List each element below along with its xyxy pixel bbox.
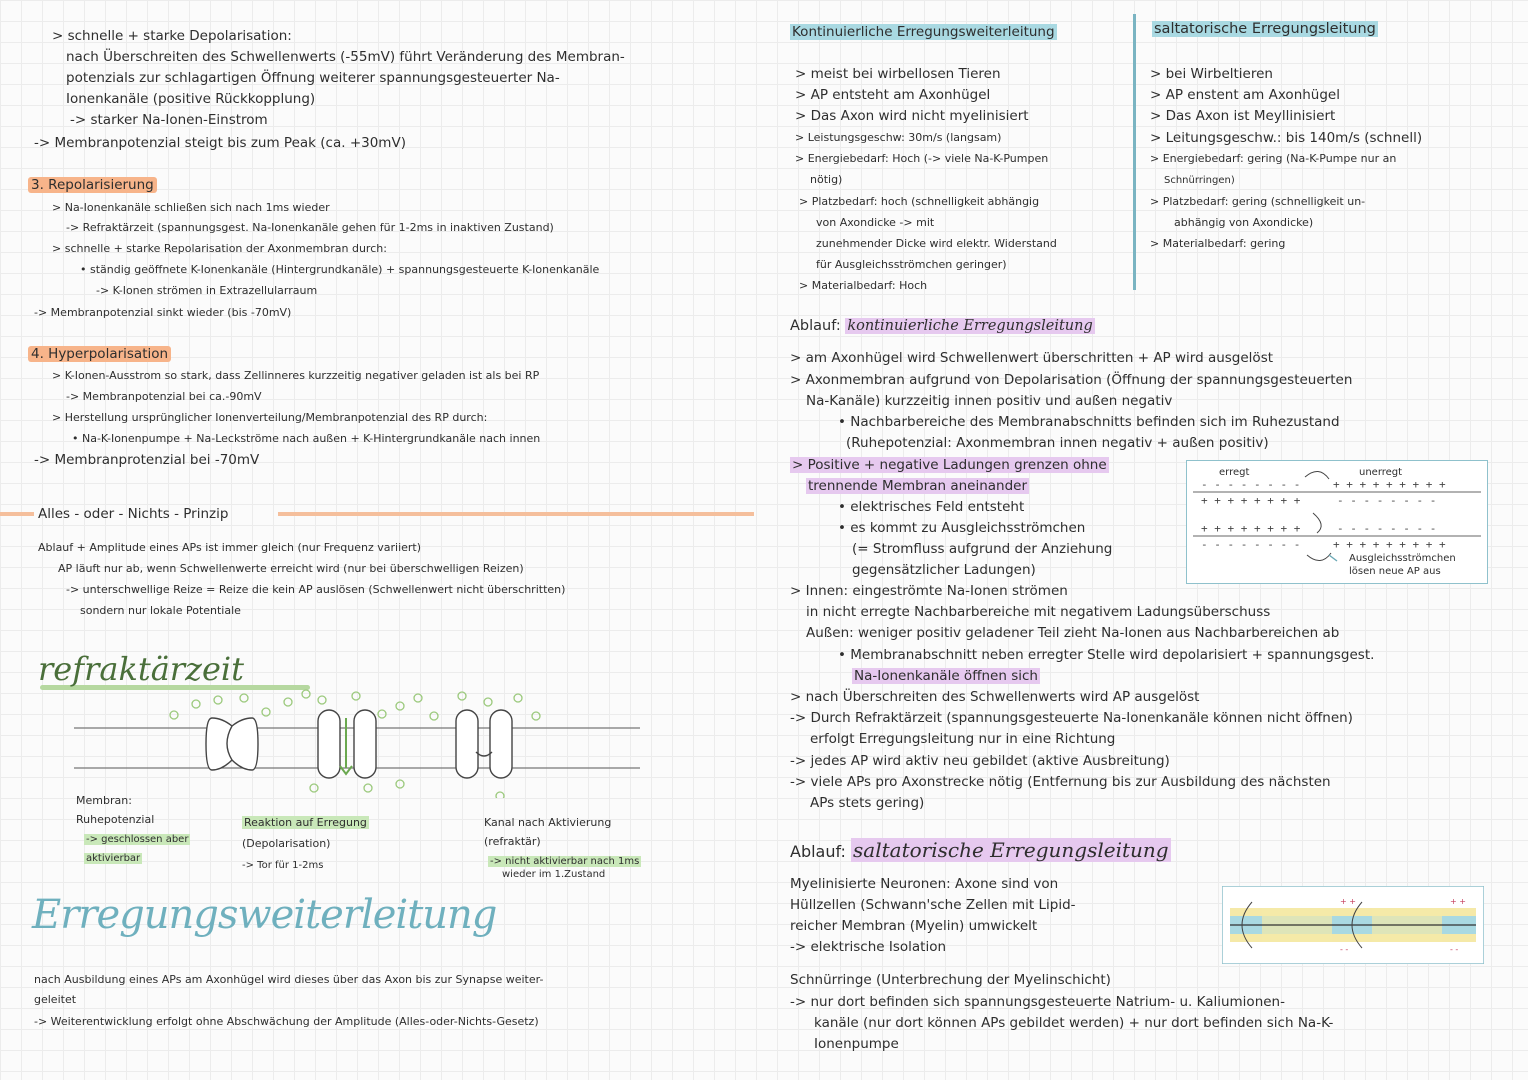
depol-line-3: potenzials zur schlagartigen Öffnung weiterer spannungsgesteuerter Na-	[66, 70, 560, 86]
kont-line-2: > AP entsteht am Axonhügel	[795, 87, 991, 103]
svg-text:+ + + + + + + + +: + + + + + + + + +	[1333, 478, 1446, 491]
ablauf-s-line-7: kanäle (nur dort können APs gebildet werden) + nur dort befinden sich Na-K-	[814, 1015, 1334, 1031]
alles-line-1: Ablauf + Amplitude eines APs ist immer gleich (nur Frequenz variiert)	[38, 541, 422, 554]
ion-channel-diagram	[70, 688, 645, 798]
depol-line-6: -> Membranpotenzial steigt bis zum Peak (ca. +30mV)	[34, 135, 406, 151]
kont-line-11: > Materialbedarf: Hoch	[799, 279, 928, 292]
hyper-line-4: • Na-K-Ionenpumpe + Na-Leckströme nach außen + K-Hintergrundkanäle nach innen	[72, 432, 541, 445]
ablauf-k-line-13: in nicht erregte Nachbarbereiche mit negativem Ladungsüberschuss	[806, 604, 1271, 620]
erreg-line-3: -> Weiterentwicklung erfolgt ohne Abschwächung der Amplitude (Alles-oder-Nichts-Gesetz)	[34, 1015, 539, 1028]
kont-line-5: > Energiebedarf: Hoch (-> viele Na-K-Pumpen	[795, 152, 1049, 165]
hyper-line-2: -> Membranpotenzial bei ca.-90mV	[66, 390, 262, 403]
ablauf-k-line-19: erfolgt Erregungsleitung nur in eine Richtung	[810, 731, 1116, 747]
ablauf-s-line-6: -> nur dort befinden sich spannungsgesteuerte Natrium- u. Kaliumionen-	[790, 994, 1285, 1010]
ablauf-k-line-16: Na-Ionenkanäle öffnen sich	[854, 668, 1038, 684]
ablauf-s-line-3: reicher Membran (Myelin) umwickelt	[790, 918, 1038, 934]
depol-line-1: > schnelle + starke Depolarisation:	[52, 28, 292, 44]
ablauf-k-line-1: > am Axonhügel wird Schwellenwert überschritten + AP wird ausgelöst	[790, 350, 1274, 366]
refr-col1-line-3: -> geschlossen aber	[86, 834, 189, 845]
depol-line-4: Ionenkanäle (positive Rückkopplung)	[66, 91, 316, 107]
erregungsweiterleitung-title: Erregungsweiterleitung	[32, 892, 497, 938]
refr-col3-line-2: (refraktär)	[484, 835, 541, 848]
svg-text:+ + + + + + + +: + + + + + + + +	[1201, 522, 1301, 535]
kont-line-10: für Ausgleichsströmchen geringer)	[816, 258, 1007, 271]
refr-col2-line-3: -> Tor für 1-2ms	[242, 860, 324, 871]
salt-line-3: > Das Axon ist Meyllinisiert	[1150, 108, 1336, 124]
svg-text:- - - - - - - -: - - - - - - - -	[1201, 478, 1301, 491]
diagram-label-erregt: erregt	[1219, 467, 1250, 478]
hyper-line-5: -> Membranprotenzial bei -70mV	[34, 452, 260, 468]
refr-col2-line-2: (Depolarisation)	[242, 837, 331, 850]
ablauf-k-line-17: > nach Überschreiten des Schwellenwerts wird AP ausgelöst	[790, 689, 1200, 705]
ablauf-k-line-3: Na-Kanäle) kurzzeitig innen positiv und außen negativ	[806, 393, 1173, 409]
salt-line-5: > Energiebedarf: gering (Na-K-Pumpe nur an	[1150, 152, 1397, 165]
ablauf-k-line-7: trennende Membran aneinander	[808, 478, 1028, 494]
ablauf-k-line-15: • Membranabschnitt neben erregter Stelle wird depolarisiert + spannungsgest.	[838, 647, 1375, 663]
ablauf-k-line-9: • es kommt zu Ausgleichsströmchen	[838, 520, 1086, 536]
myelinated-axon-diagram	[1222, 886, 1484, 964]
svg-text:- - - - - - - -: - - - - - - - -	[1337, 494, 1437, 507]
hyper-line-1: > K-Ionen-Ausstrom so stark, dass Zellinneres kurzzeitig negativer geladen ist als bei RP	[52, 369, 540, 382]
hyper-line-3: > Herstellung ursprünglicher Ionenverteilung/Membranpotenzial des RP durch:	[52, 411, 488, 424]
continuous-conduction-diagram	[1186, 460, 1488, 584]
svg-text:+ +: + +	[1450, 897, 1466, 906]
svg-text:+ + + + + + + + +: + + + + + + + + +	[1333, 538, 1446, 551]
salt-heading: saltatorische Erregungsleitung	[1154, 21, 1376, 37]
ablauf-k-line-11: gegensätzlicher Ladungen)	[852, 562, 1036, 578]
depol-line-5: -> starker Na-Ionen-Einstrom	[70, 112, 268, 128]
svg-text:+ + + + + + + +: + + + + + + + +	[1201, 494, 1301, 507]
refraktaerzeit-title: refraktärzeit	[38, 650, 244, 688]
repol-line-1: > Na-Ionenkanäle schließen sich nach 1ms wieder	[52, 201, 330, 214]
ablauf-k-line-10: (= Stromfluss aufgrund der Anziehung	[852, 541, 1113, 557]
kont-heading: Kontinuierliche Erregungsweiterleitung	[792, 24, 1055, 40]
ablauf-s-line-2: Hüllzellen (Schwann'sche Zellen mit Lipid-	[790, 897, 1076, 913]
alles-line-3: -> unterschwellige Reize = Reize die kein AP auslösen (Schwellenwert nicht überschritten)	[66, 583, 566, 596]
ablauf-k-line-6: > Positive + negative Ladungen grenzen ohne	[792, 457, 1107, 473]
alles-rule-left	[0, 512, 34, 516]
column-separator	[1133, 14, 1136, 290]
refr-col3-line-1: Kanal nach Aktivierung	[484, 816, 612, 829]
kont-line-9: zunehmender Dicke wird elektr. Widerstand	[816, 237, 1057, 250]
refr-col1-line-4: aktivierbar	[86, 853, 141, 864]
svg-text:- - - - - - - -: - - - - - - - -	[1201, 538, 1301, 551]
ablauf-s-line-8: Ionenpumpe	[814, 1036, 899, 1052]
kont-line-3: > Das Axon wird nicht myelinisiert	[795, 108, 1029, 124]
refr-col1-line-2: Ruhepotenzial	[76, 813, 155, 826]
salt-line-8: abhängig von Axondicke)	[1174, 216, 1314, 229]
ablauf-k-line-20: -> jedes AP wird aktiv neu gebildet (aktive Ausbreitung)	[790, 753, 1170, 769]
ablauf-k-line-8: • elektrisches Feld entsteht	[838, 499, 1025, 515]
ablauf-k-line-14: Außen: weniger positiv geladener Teil zieht Na-Ionen aus Nachbarbereichen ab	[806, 625, 1340, 641]
repol-line-5: -> K-Ionen strömen in Extrazellularraum	[96, 284, 318, 297]
hyper-heading: 4. Hyperpolarisation	[28, 346, 171, 362]
alles-line-4: sondern nur lokale Potentiale	[80, 604, 241, 617]
salt-line-2: > AP enstent am Axonhügel	[1150, 87, 1340, 103]
ablauf-k-line-22: APs stets gering)	[810, 795, 925, 811]
salt-line-7: > Platzbedarf: gering (schnelligkeit un-	[1150, 195, 1366, 208]
repol-line-4: • ständig geöffnete K-Ionenkanäle (Hintergrundkanäle) + spannungsgesteuerte K-Ionenkanäle	[80, 263, 600, 276]
salt-line-1: > bei Wirbeltieren	[1150, 66, 1273, 82]
repol-line-6: -> Membranpotenzial sinkt wieder (bis -70mV)	[34, 306, 292, 319]
ablauf-k-line-21: -> viele APs pro Axonstrecke nötig (Entfernung bis zur Ausbildung des nächsten	[790, 774, 1331, 790]
kont-line-4: > Leistungsgeschw: 30m/s (langsam)	[795, 131, 1002, 144]
repol-line-3: > schnelle + starke Repolarisation der Axonmembran durch:	[52, 242, 387, 255]
alles-rule-right	[278, 512, 754, 516]
refr-col2-line-1: Reaktion auf Erregung	[244, 816, 367, 829]
diagram-note-1: Ausgleichsströmchen	[1349, 553, 1456, 564]
ablauf-s-line-1: Myelinisierte Neuronen: Axone sind von	[790, 876, 1059, 892]
ablauf-k-line-12: > Innen: eingeströmte Na-Ionen strömen	[790, 583, 1068, 599]
salt-line-4: > Leitungsgeschw.: bis 140m/s (schnell)	[1150, 130, 1423, 146]
refr-col3-line-3: -> nicht aktivierbar nach 1ms	[490, 856, 640, 867]
diagram-note-2: lösen neue AP aus	[1349, 566, 1441, 577]
kont-line-8: von Axondicke -> mit	[816, 216, 935, 229]
svg-text:+ +: + +	[1340, 897, 1356, 906]
ablauf-s-line-5: Schnürringe (Unterbrechung der Myelinschicht)	[790, 972, 1111, 988]
ablauf-s-heading: Ablauf: saltatorische Erregungsleitung	[790, 838, 1169, 862]
ablauf-k-line-5: (Ruhepotenzial: Axonmembran innen negativ + außen positiv)	[846, 435, 1269, 451]
depol-line-2: nach Überschreiten des Schwellenwerts (-55mV) führt Veränderung des Membran-	[66, 49, 625, 65]
ablauf-k-line-4: • Nachbarbereiche des Membranabschnitts befinden sich im Ruhezustand	[838, 414, 1340, 430]
ablauf-k-line-2: > Axonmembran aufgrund von Depolarisation (Öffnung der spannungsgesteuerten	[790, 372, 1353, 388]
salt-line-6: Schnürringen)	[1164, 175, 1235, 186]
ablauf-k-line-18: -> Durch Refraktärzeit (spannungsgesteuerte Na-Ionenkanäle können nicht öffnen)	[790, 710, 1353, 726]
erreg-line-2: geleitet	[34, 993, 77, 1006]
kont-line-6: nötig)	[810, 173, 843, 186]
refr-col3-line-4: wieder im 1.Zustand	[502, 869, 606, 880]
kont-line-1: > meist bei wirbellosen Tieren	[795, 66, 1001, 82]
repol-heading: 3. Repolarisierung	[28, 177, 157, 193]
repol-line-2: -> Refraktärzeit (spannungsgest. Na-Ionenkanäle gehen für 1-2ms in inaktiven Zustand)	[66, 221, 554, 234]
alles-heading: Alles - oder - Nichts - Prinzip	[38, 506, 229, 522]
erreg-line-1: nach Ausbildung eines APs am Axonhügel wird dieses über das Axon bis zur Synapse weiter-	[34, 973, 544, 986]
svg-text:- - - - - - - -: - - - - - - - -	[1337, 522, 1437, 535]
refr-col1-line-1: Membran:	[76, 794, 132, 807]
alles-line-2: AP läuft nur ab, wenn Schwellenwerte erreicht wird (nur bei überschwelligen Reizen)	[58, 562, 524, 575]
ablauf-s-line-4: -> elektrische Isolation	[790, 939, 947, 955]
svg-text:- -: - -	[1340, 945, 1349, 954]
diagram-label-unerregt: unerregt	[1359, 467, 1403, 478]
kont-line-7: > Platzbedarf: hoch (schnelligkeit abhängig	[799, 195, 1040, 208]
salt-line-9: > Materialbedarf: gering	[1150, 237, 1286, 250]
ablauf-k-heading: Ablauf: kontinuierliche Erregungsleitung	[790, 318, 1093, 334]
svg-text:- -: - -	[1450, 945, 1459, 954]
